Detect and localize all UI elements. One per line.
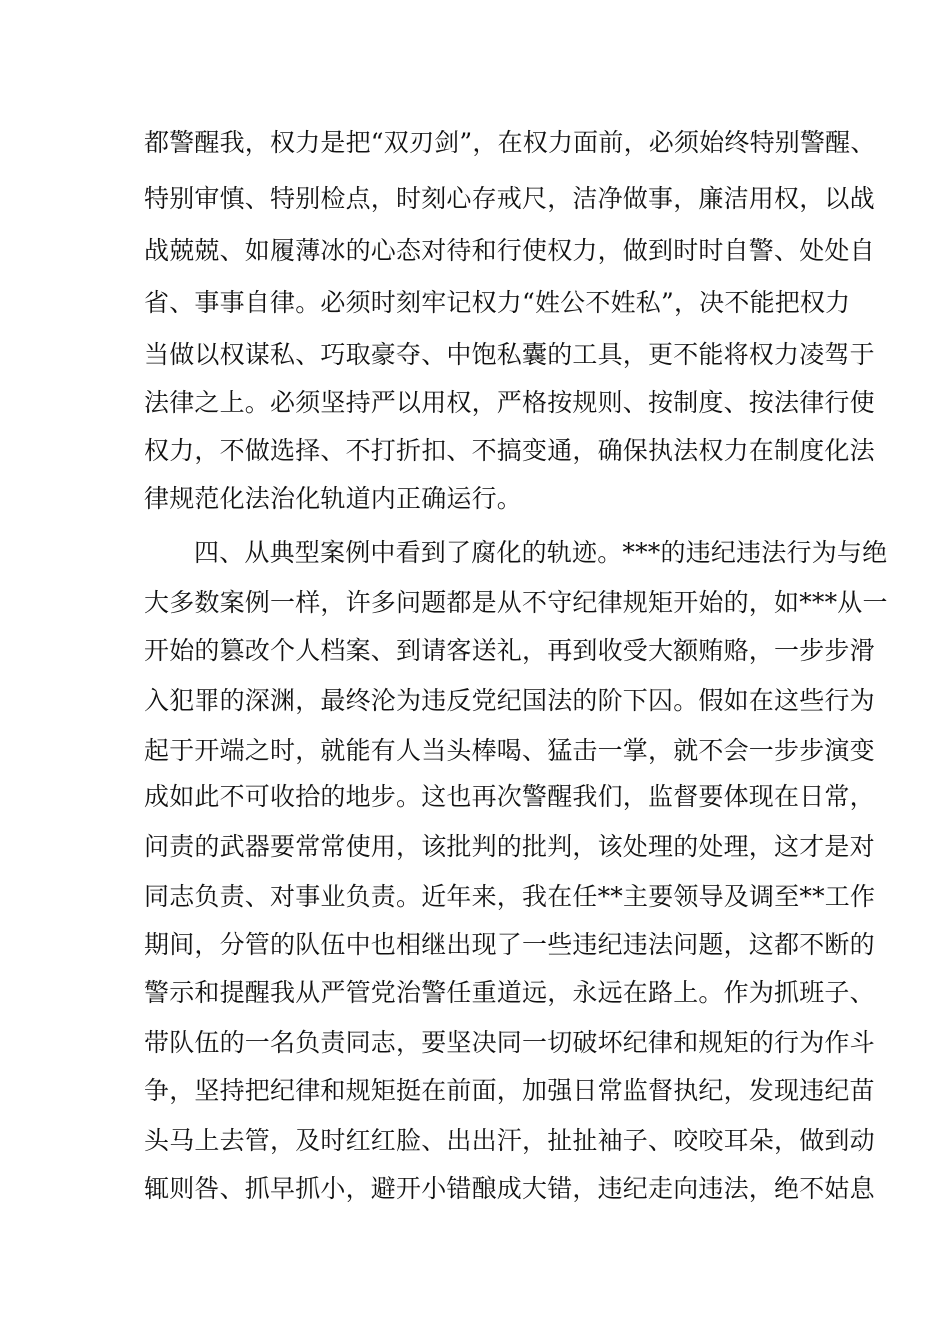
text-line: 开始的篡改个人档案、到请客送礼，再到收受大额贿赂，一步步滑 <box>144 636 875 665</box>
text-line: 权力，不做选择、不打折扣、不搞变通，确保执法权力在制度化法 <box>144 436 875 465</box>
text-line: 警示和提醒我从严管党治警任重道远，永远在路上。作为抓班子、 <box>144 978 875 1007</box>
text-line: 同志负责、对事业负责。近年来，我在任**主要领导及调至**工作 <box>144 882 876 911</box>
text-line: 入犯罪的深渊，最终沦为违反党纪国法的阶下囚。假如在这些行为 <box>144 686 875 715</box>
text-line: 省、事事自律。必须时刻牢记权力“姓公不姓私”，决不能把权力 <box>144 288 851 317</box>
text-line: 大多数案例一样，许多问题都是从不守纪律规矩开始的，如***从一 <box>144 588 888 617</box>
text-line: 战兢兢、如履薄冰的心态对待和行使权力，做到时时自警、处处自 <box>144 236 875 265</box>
text-line: 律规范化法治化轨道内正确运行。 <box>144 484 523 513</box>
text-line: 都警醒我，权力是把“双刃剑”，在权力面前，必须始终特别警醒、 <box>144 128 876 157</box>
text-line: 问责的武器要常常使用，该批判的批判，该处理的处理，这才是对 <box>144 832 875 861</box>
text-line: 特别审慎、特别检点，时刻心存戒尺，洁净做事，廉洁用权，以战 <box>144 184 875 213</box>
paragraph-first-line: 四、从典型案例中看到了腐化的轨迹。***的违纪违法行为与绝 <box>194 538 888 567</box>
text-line: 争，坚持把纪律和规矩挺在前面，加强日常监督执纪，发现违纪苗 <box>144 1076 875 1105</box>
text-line: 法律之上。必须坚持严以用权，严格按规则、按制度、按法律行使 <box>144 388 875 417</box>
text-line: 辄则咎、抓早抓小，避开小错酿成大错，违纪走向违法，绝不姑息 <box>144 1174 875 1203</box>
text-line: 成如此不可收拾的地步。这也再次警醒我们，监督要体现在日常， <box>144 782 875 811</box>
text-line: 起于开端之时，就能有人当头棒喝、猛击一掌，就不会一步步演变 <box>144 736 875 765</box>
text-line: 当做以权谋私、巧取豪夺、中饱私囊的工具，更不能将权力凌驾于 <box>144 340 875 369</box>
text-line: 期间，分管的队伍中也相继出现了一些违纪违法问题，这都不断的 <box>144 930 875 959</box>
text-line: 头马上去管，及时红红脸、出出汗，扯扯袖子、咬咬耳朵，做到动 <box>144 1126 875 1155</box>
text-line: 带队伍的一名负责同志，要坚决同一切破坏纪律和规矩的行为作斗 <box>144 1028 875 1057</box>
